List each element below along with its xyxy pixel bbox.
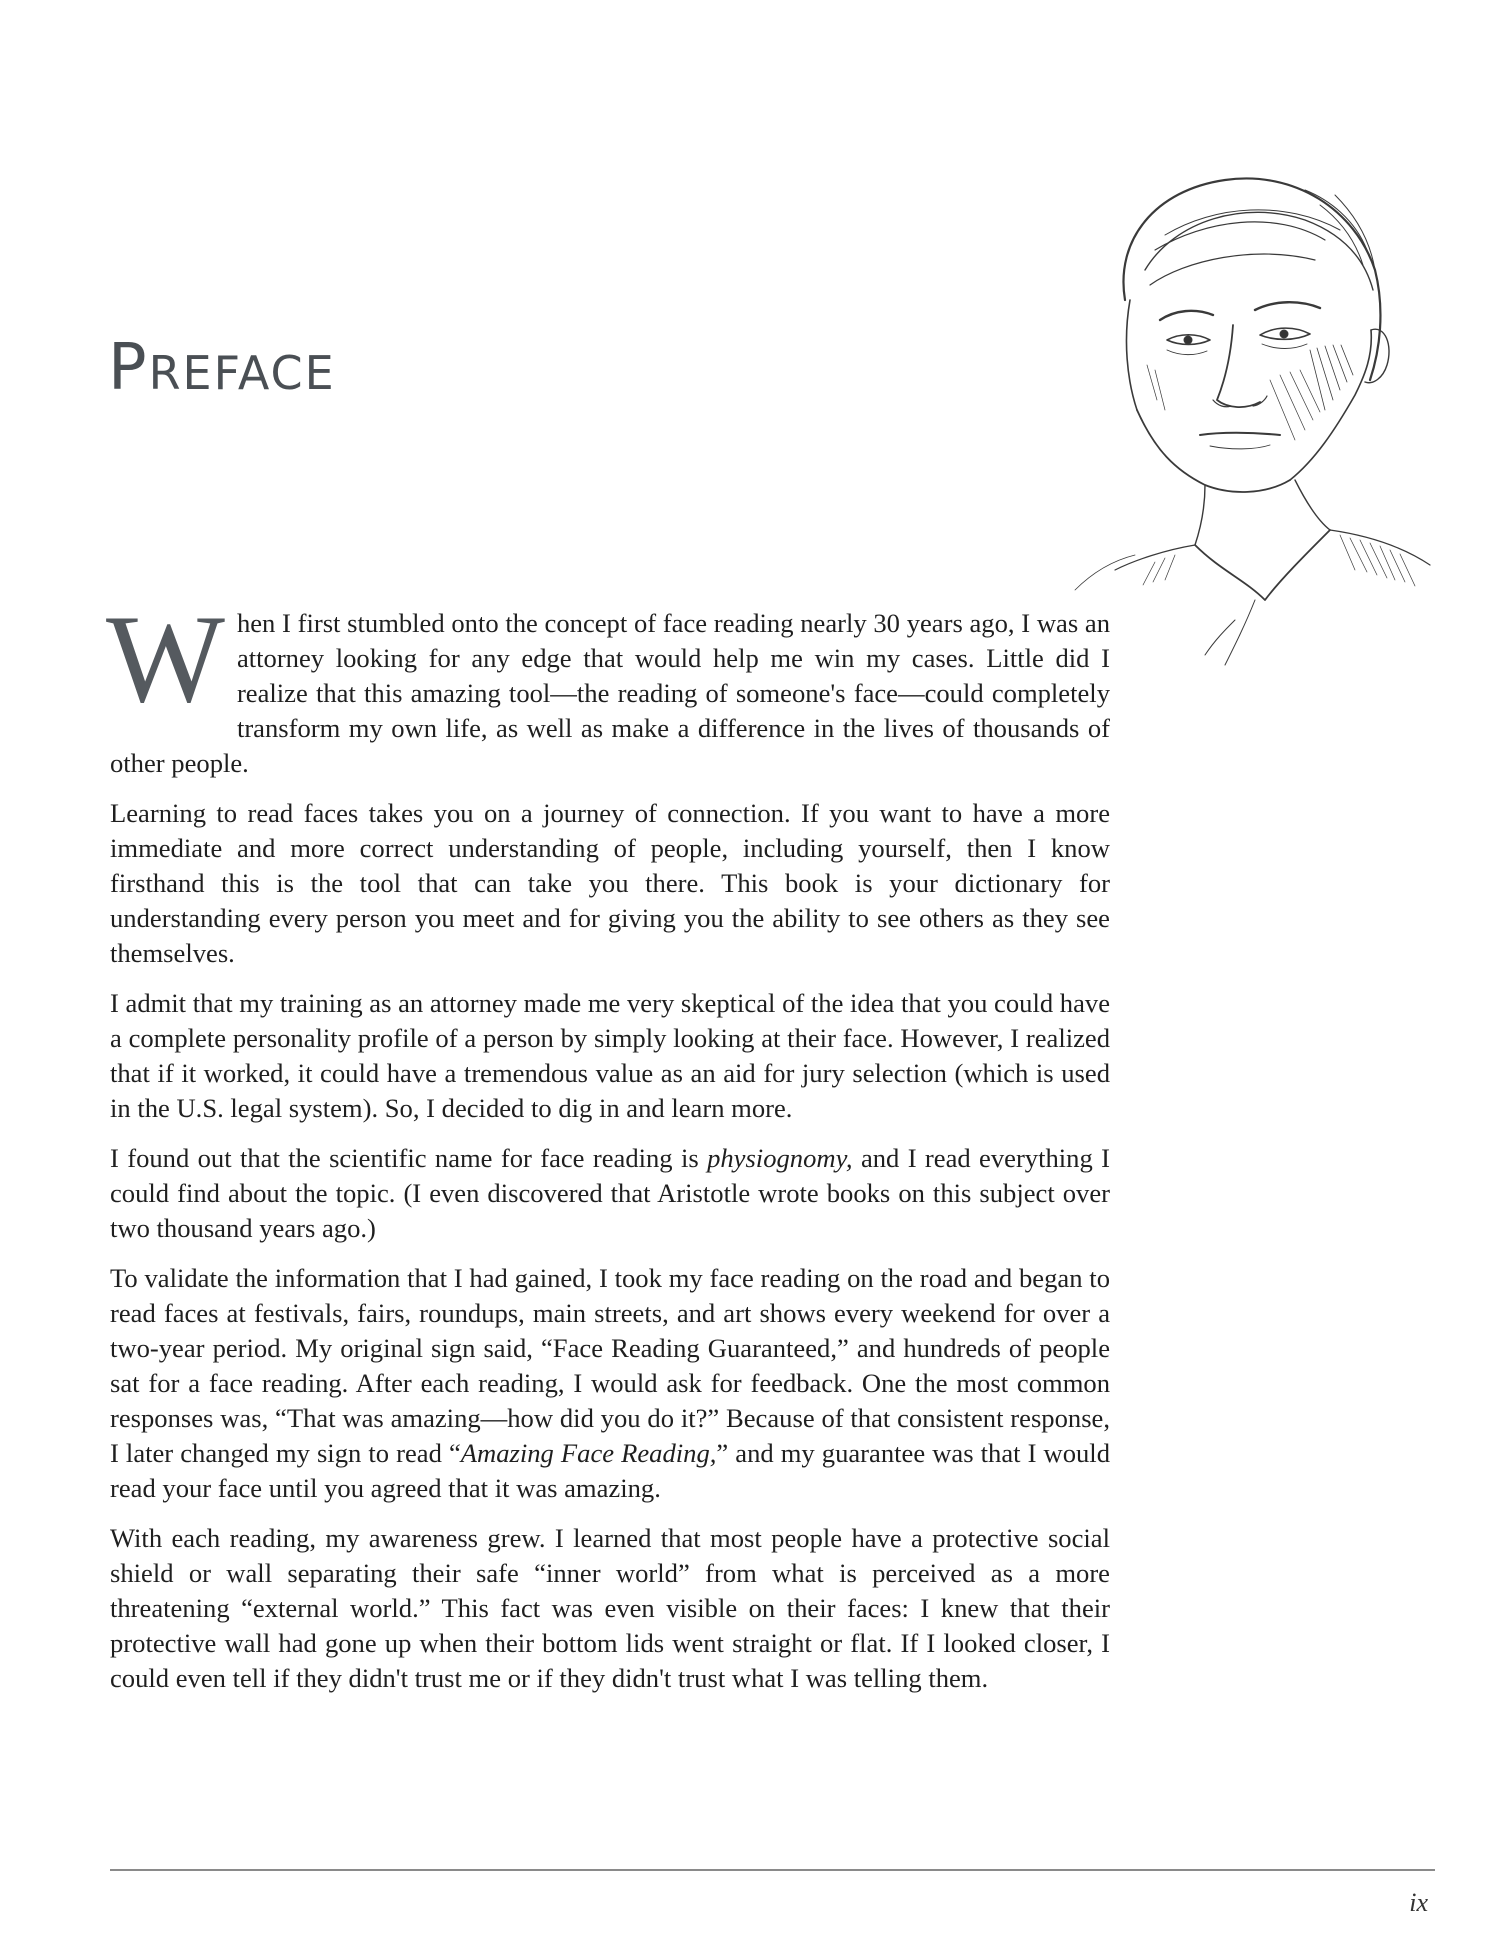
paragraph-4	[110, 1141, 1110, 1246]
footer-rule	[110, 1869, 1435, 1871]
paragraph-5-text-a: To validate the information that I had gained, I took my face reading on the road and began to read faces at festivals, fairs, roundups, main streets, and art shows every weekend for over a two-year period. My original sign said, “Face Reading Guaranteed,” and hundreds of people sat for a face reading. After each reading, I would ask for feedback. One the most common responses was, “That was amazing—how did you do it?” Because of that consistent response, I later changed my sign to read “	[110, 1263, 1110, 1468]
paragraph-1	[106, 590, 1110, 781]
paragraph-4-italic: physiognomy,	[707, 1143, 853, 1173]
paragraph-5-text-b: ” and my guarantee was that I would read your face until you agreed that it was amazing.	[110, 1438, 1110, 1503]
paragraph-4-text-a: I found out that the scientific name for face reading is	[110, 1143, 708, 1173]
body-text	[106, 590, 1110, 1711]
page-number: ix	[1409, 1888, 1428, 1917]
title-rest: REFACE	[148, 346, 336, 400]
page-title	[108, 331, 336, 405]
paragraph-5-italic: Amazing Face Reading,	[460, 1438, 717, 1468]
sketched-portrait-of-man-icon	[1055, 150, 1435, 670]
paragraph-3: I admit that my training as an attorney made me very skeptical of the idea that you could have a complete personality profile of a person by simply looking at their face. However, I realized that if it worked, it could have a tremendous value as an aid for jury selection (which is used in the U.S. legal system). So, I decided to dig in and learn more.	[110, 988, 1110, 1123]
paragraph-2: Learning to read faces takes you on a journey of connection. If you want to have a more immediate and more correct understanding of people, including yourself, then I know firsthand this is the tool that can take you there. This book is your dictionary for understanding every person you meet and for giving you the ability to see others as they see themselves.	[110, 798, 1110, 968]
paragraph-6: With each reading, my awareness grew. I learned that most people have a protective social shield or wall separating their safe “inner world” from what is perceived as a more threatening “external world.” This fact was even visible on their faces: I knew that their protective wall had gone up when their bottom lids went straight or flat. If I looked closer, I could even tell if they didn't trust me or if they didn't trust what I was telling them.	[110, 1523, 1110, 1693]
title-capital: P	[108, 331, 149, 405]
paragraph-4-text-b: and I read everything I could find about the topic. (I even discovered that Aristotle wrote books on this subject over two thousand years ago.)	[110, 1143, 1110, 1243]
paragraph-5	[110, 1261, 1110, 1506]
drop-cap: W	[106, 590, 225, 729]
paragraph-1-text: hen I first stumbled onto the concept of face reading nearly 30 years ago, I was an attorney looking for any edge that would help me win my cases. Little did I realize that this amazing tool—the reading of someone's face—could completely transform my own life, as well as make a difference in the lives of thousands of other people.	[110, 608, 1110, 778]
